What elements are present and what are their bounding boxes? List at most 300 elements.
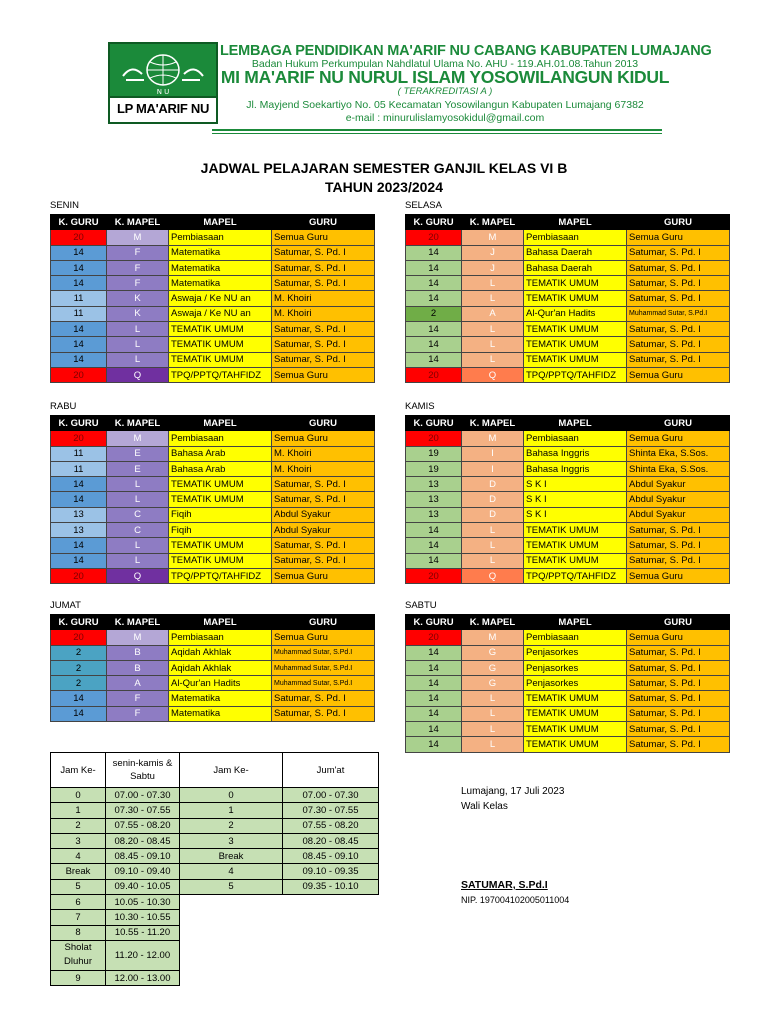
teacher-cell: Satumar, S. Pd. I <box>627 722 730 737</box>
subject-cell: Matematika <box>169 691 272 706</box>
teacher-code-cell: 20 <box>406 630 462 645</box>
day-label-selasa: SELASA <box>405 200 442 211</box>
teacher-code-cell: 14 <box>406 722 462 737</box>
time-row <box>51 849 379 864</box>
table-row <box>51 337 375 352</box>
svg-text:N U: N U <box>156 88 170 96</box>
subject-cell: TPQ/PPTQ/TAHFIDZ <box>169 367 272 382</box>
teacher-cell: Satumar, S. Pd. I <box>627 706 730 721</box>
subject-cell: Al-Qur'an Hadits <box>524 306 627 321</box>
lesson-time-table <box>50 752 379 986</box>
column-header: K. MAPEL <box>462 215 524 230</box>
subject-code-cell: L <box>462 523 524 538</box>
subject-cell: Bahasa Arab <box>169 461 272 476</box>
teacher-cell: Semua Guru <box>272 230 375 245</box>
time-jam-cell: 4 <box>51 849 106 864</box>
subject-cell: Penjasorkes <box>524 645 627 660</box>
column-header: K. GURU <box>51 416 107 431</box>
table-row <box>51 507 375 522</box>
time-header-senin-kamis: senin-kamis & Sabtu <box>106 753 180 788</box>
teacher-code-cell: 20 <box>51 630 107 645</box>
subject-cell: Pembiasaan <box>524 630 627 645</box>
time-range-cell: 08.45 - 09.10 <box>283 849 379 864</box>
time-range-cell <box>283 895 379 910</box>
time-range-cell: 07.55 - 08.20 <box>283 818 379 833</box>
column-header: MAPEL <box>169 416 272 431</box>
teacher-code-cell: 13 <box>406 477 462 492</box>
teacher-code-cell: 14 <box>406 523 462 538</box>
subject-cell: Matematika <box>169 260 272 275</box>
subject-cell: Bahasa Inggris <box>524 446 627 461</box>
teacher-cell: Satumar, S. Pd. I <box>627 676 730 691</box>
teacher-code-cell: 14 <box>406 260 462 275</box>
subject-code-cell: L <box>462 722 524 737</box>
teacher-code-cell: 14 <box>406 291 462 306</box>
teacher-code-cell: 14 <box>406 276 462 291</box>
subject-code-cell: L <box>107 322 169 337</box>
teacher-cell: Satumar, S. Pd. I <box>272 538 375 553</box>
time-range-cell <box>283 925 379 940</box>
table-row <box>51 306 375 321</box>
teacher-cell: Satumar, S. Pd. I <box>627 291 730 306</box>
table-row <box>406 553 730 568</box>
teacher-cell: Satumar, S. Pd. I <box>627 691 730 706</box>
time-range-cell: 07.00 - 07.30 <box>283 788 379 803</box>
teacher-cell: Satumar, S. Pd. I <box>272 352 375 367</box>
table-row <box>406 306 730 321</box>
time-jam-cell: Break <box>180 849 283 864</box>
teacher-code-cell: 11 <box>51 306 107 321</box>
subject-cell: TEMATIK UMUM <box>169 538 272 553</box>
table-row <box>406 507 730 522</box>
time-jam-cell: 1 <box>180 803 283 818</box>
subject-code-cell: M <box>107 630 169 645</box>
teacher-cell: Satumar, S. Pd. I <box>627 523 730 538</box>
teacher-code-cell: 13 <box>406 507 462 522</box>
table-row <box>406 568 730 583</box>
time-jam-cell: 3 <box>51 833 106 848</box>
table-row <box>406 245 730 260</box>
time-jam-cell: 5 <box>51 879 106 894</box>
subject-cell: TEMATIK UMUM <box>524 553 627 568</box>
subject-code-cell: M <box>462 230 524 245</box>
teacher-code-cell: 2 <box>51 660 107 675</box>
header-divider <box>212 129 662 131</box>
subject-code-cell: L <box>107 337 169 352</box>
time-range-cell <box>283 970 379 985</box>
time-jam-cell: 5 <box>180 879 283 894</box>
subject-cell: Al-Qur'an Hadits <box>169 676 272 691</box>
schedule-header-row <box>406 615 730 630</box>
table-row <box>51 230 375 245</box>
table-row <box>406 492 730 507</box>
table-row <box>51 260 375 275</box>
table-row <box>51 645 375 660</box>
time-row <box>51 788 379 803</box>
subject-cell: Penjasorkes <box>524 676 627 691</box>
subject-code-cell: C <box>107 507 169 522</box>
time-range-cell: 09.10 - 09.35 <box>283 864 379 879</box>
subject-code-cell: L <box>462 538 524 553</box>
subject-code-cell: I <box>462 446 524 461</box>
table-row <box>51 691 375 706</box>
teacher-code-cell: 19 <box>406 446 462 461</box>
table-row <box>406 367 730 382</box>
time-jam-cell: 0 <box>180 788 283 803</box>
teacher-cell: Satumar, S. Pd. I <box>272 553 375 568</box>
teacher-code-cell: 20 <box>406 568 462 583</box>
subject-code-cell: L <box>107 553 169 568</box>
subject-cell: Fiqih <box>169 523 272 538</box>
time-row <box>51 833 379 848</box>
subject-cell: TEMATIK UMUM <box>524 706 627 721</box>
subject-cell: Pembiasaan <box>169 230 272 245</box>
teacher-cell: Semua Guru <box>627 431 730 446</box>
table-row <box>406 523 730 538</box>
schedule-year: TAHUN 2023/2024 <box>324 179 444 195</box>
teacher-cell: Satumar, S. Pd. I <box>627 645 730 660</box>
teacher-cell: Abdul Syakur <box>627 477 730 492</box>
subject-cell: TEMATIK UMUM <box>524 691 627 706</box>
time-range-cell <box>283 910 379 925</box>
teacher-code-cell: 13 <box>51 523 107 538</box>
day-label-jumat: JUMAT <box>50 600 81 611</box>
column-header: GURU <box>272 615 375 630</box>
subject-code-cell: C <box>107 523 169 538</box>
subject-code-cell: J <box>462 245 524 260</box>
signature-place-date: Lumajang, 17 Juli 2023 <box>461 786 565 797</box>
teacher-code-cell: 20 <box>51 431 107 446</box>
teacher-code-cell: 13 <box>51 507 107 522</box>
teacher-cell: Muhammad Sutar, S.Pd.I <box>272 676 375 691</box>
teacher-code-cell: 11 <box>51 291 107 306</box>
time-row <box>51 879 379 894</box>
teacher-code-cell: 14 <box>51 706 107 721</box>
subject-code-cell: L <box>107 477 169 492</box>
column-header: GURU <box>272 215 375 230</box>
day-label-senin: SENIN <box>50 200 80 211</box>
table-row <box>406 538 730 553</box>
subject-code-cell: L <box>107 492 169 507</box>
subject-code-cell: A <box>462 306 524 321</box>
subject-code-cell: L <box>462 691 524 706</box>
subject-cell: Pembiasaan <box>169 431 272 446</box>
subject-cell: TEMATIK UMUM <box>524 291 627 306</box>
teacher-cell: Shinta Eka, S.Sos. <box>627 446 730 461</box>
accreditation: ( TERAKREDITASI A ) <box>397 86 493 97</box>
table-row <box>51 538 375 553</box>
column-header: MAPEL <box>169 615 272 630</box>
table-row <box>406 446 730 461</box>
table-row <box>51 276 375 291</box>
day-label-kamis: KAMIS <box>405 401 435 412</box>
table-row <box>51 291 375 306</box>
teacher-code-cell: 19 <box>406 461 462 476</box>
teacher-code-cell: 13 <box>406 492 462 507</box>
table-row <box>51 568 375 583</box>
signature-role: Wali Kelas <box>461 801 508 812</box>
teacher-cell: Satumar, S. Pd. I <box>272 276 375 291</box>
teacher-cell: Satumar, S. Pd. I <box>627 245 730 260</box>
subject-code-cell: J <box>462 260 524 275</box>
table-row <box>406 431 730 446</box>
schedule-header-row <box>406 215 730 230</box>
subject-cell: Pembiasaan <box>524 230 627 245</box>
teacher-code-cell: 14 <box>51 352 107 367</box>
teacher-cell: Abdul Syakur <box>272 523 375 538</box>
subject-cell: Bahasa Daerah <box>524 260 627 275</box>
teacher-code-cell: 14 <box>51 260 107 275</box>
column-header: K. MAPEL <box>462 416 524 431</box>
schedule-title: JADWAL PELAJARAN SEMESTER GANJIL KELAS VI B <box>200 160 568 176</box>
column-header: MAPEL <box>169 215 272 230</box>
table-row <box>406 291 730 306</box>
teacher-code-cell: 14 <box>51 337 107 352</box>
schedule-table-sabtu <box>405 614 730 753</box>
teacher-cell: Satumar, S. Pd. I <box>272 245 375 260</box>
table-row <box>406 276 730 291</box>
teacher-code-cell: 14 <box>406 352 462 367</box>
schedule-table-jumat <box>50 614 375 722</box>
teacher-cell: Muhammad Sutar, S.Pd.I <box>627 306 730 321</box>
legal-basis: Badan Hukum Perkumpulan Nahdlatul Ulama No. AHU - 119.AH.01.08.Tahun 2013 <box>251 58 639 70</box>
time-jam-cell <box>180 910 283 925</box>
subject-code-cell: K <box>107 306 169 321</box>
subject-cell: Pembiasaan <box>169 630 272 645</box>
time-row <box>51 818 379 833</box>
table-row <box>406 260 730 275</box>
subject-cell: Pembiasaan <box>524 431 627 446</box>
teacher-cell: Muhammad Sutar, S.Pd.I <box>272 660 375 675</box>
time-jam-cell: 2 <box>51 818 106 833</box>
teacher-code-cell: 14 <box>51 691 107 706</box>
subject-code-cell: Q <box>462 568 524 583</box>
time-range-cell: 07.55 - 08.20 <box>106 818 180 833</box>
time-jam-cell: 4 <box>180 864 283 879</box>
subject-code-cell: M <box>462 630 524 645</box>
teacher-cell: Abdul Syakur <box>272 507 375 522</box>
time-jam-cell: 9 <box>51 970 106 985</box>
teacher-cell: Satumar, S. Pd. I <box>627 538 730 553</box>
teacher-code-cell: 14 <box>406 691 462 706</box>
teacher-cell: Semua Guru <box>627 230 730 245</box>
subject-cell: TEMATIK UMUM <box>169 337 272 352</box>
teacher-code-cell: 14 <box>406 538 462 553</box>
subject-cell: TPQ/PPTQ/TAHFIDZ <box>524 568 627 583</box>
teacher-cell: Satumar, S. Pd. I <box>272 691 375 706</box>
teacher-code-cell: 14 <box>51 276 107 291</box>
subject-code-cell: M <box>462 431 524 446</box>
time-jam-cell <box>180 970 283 985</box>
teacher-code-cell: 14 <box>406 676 462 691</box>
column-header: K. MAPEL <box>107 615 169 630</box>
subject-code-cell: E <box>107 446 169 461</box>
time-row <box>51 940 379 970</box>
teacher-code-cell: 14 <box>406 737 462 752</box>
time-jam-cell: 7 <box>51 910 106 925</box>
subject-code-cell: Q <box>107 568 169 583</box>
subject-code-cell: L <box>462 276 524 291</box>
time-row <box>51 910 379 925</box>
teacher-code-cell: 20 <box>406 367 462 382</box>
teacher-code-cell: 14 <box>51 477 107 492</box>
subject-code-cell: L <box>462 352 524 367</box>
time-range-cell: 07.30 - 07.55 <box>283 803 379 818</box>
subject-cell: Bahasa Daerah <box>524 245 627 260</box>
subject-cell: TEMATIK UMUM <box>524 352 627 367</box>
table-row <box>51 706 375 721</box>
column-header: K. MAPEL <box>107 215 169 230</box>
column-header: GURU <box>627 416 730 431</box>
logo-text: LP MA'ARIF NU <box>110 96 216 122</box>
subject-code-cell: L <box>462 337 524 352</box>
subject-code-cell: D <box>462 492 524 507</box>
lp-maarif-nu-logo <box>108 42 218 124</box>
teacher-cell: Shinta Eka, S.Sos. <box>627 461 730 476</box>
table-row <box>406 722 730 737</box>
table-row <box>51 461 375 476</box>
subject-cell: TPQ/PPTQ/TAHFIDZ <box>524 367 627 382</box>
subject-code-cell: E <box>107 461 169 476</box>
table-row <box>406 322 730 337</box>
subject-cell: TEMATIK UMUM <box>524 322 627 337</box>
subject-code-cell: G <box>462 645 524 660</box>
teacher-cell: Abdul Syakur <box>627 507 730 522</box>
table-row <box>51 431 375 446</box>
nu-emblem-icon <box>118 50 208 96</box>
subject-cell: TEMATIK UMUM <box>169 477 272 492</box>
table-row <box>406 737 730 752</box>
teacher-cell: Semua Guru <box>272 367 375 382</box>
subject-code-cell: M <box>107 431 169 446</box>
table-row <box>406 352 730 367</box>
teacher-code-cell: 14 <box>406 322 462 337</box>
column-header: MAPEL <box>524 416 627 431</box>
subject-cell: S K I <box>524 492 627 507</box>
time-header-jumat: Jum'at <box>283 753 379 788</box>
subject-cell: TEMATIK UMUM <box>169 322 272 337</box>
time-row <box>51 895 379 910</box>
subject-code-cell: Q <box>462 367 524 382</box>
subject-code-cell: L <box>462 737 524 752</box>
subject-cell: S K I <box>524 477 627 492</box>
table-row <box>406 676 730 691</box>
time-jam-cell: Sholat Dluhur <box>51 940 106 970</box>
subject-code-cell: G <box>462 660 524 675</box>
teacher-cell: Semua Guru <box>627 630 730 645</box>
time-range-cell: 08.45 - 09.10 <box>106 849 180 864</box>
signature-name: SATUMAR, S.Pd.I <box>461 879 548 891</box>
teacher-code-cell: 14 <box>51 322 107 337</box>
subject-code-cell: L <box>462 291 524 306</box>
subject-cell: TEMATIK UMUM <box>524 538 627 553</box>
teacher-code-cell: 2 <box>406 306 462 321</box>
time-range-cell: 08.20 - 08.45 <box>283 833 379 848</box>
time-range-cell: 09.40 - 10.05 <box>106 879 180 894</box>
subject-code-cell: I <box>462 461 524 476</box>
time-jam-cell: 8 <box>51 925 106 940</box>
schedule-table-senin <box>50 214 375 383</box>
subject-code-cell: B <box>107 660 169 675</box>
schedule-table-kamis <box>405 415 730 584</box>
org-name: LEMBAGA PENDIDIKAN MA'ARIF NU CABANG KABUPATEN LUMAJANG <box>220 43 712 59</box>
teacher-cell: Satumar, S. Pd. I <box>627 276 730 291</box>
table-row <box>51 523 375 538</box>
day-label-rabu: RABU <box>50 401 77 412</box>
teacher-code-cell: 14 <box>406 245 462 260</box>
column-header: GURU <box>627 615 730 630</box>
schedule-table-selasa <box>405 214 730 383</box>
time-range-cell: 09.10 - 09.40 <box>106 864 180 879</box>
subject-code-cell: F <box>107 245 169 260</box>
teacher-cell: Satumar, S. Pd. I <box>627 660 730 675</box>
time-range-cell: 09.35 - 10.10 <box>283 879 379 894</box>
time-jam-cell <box>180 940 283 970</box>
time-range-cell: 07.00 - 07.30 <box>106 788 180 803</box>
teacher-code-cell: 14 <box>51 553 107 568</box>
subject-cell: TEMATIK UMUM <box>524 722 627 737</box>
teacher-cell: Satumar, S. Pd. I <box>272 337 375 352</box>
subject-code-cell: L <box>462 322 524 337</box>
time-range-cell <box>283 940 379 970</box>
subject-cell: Aswaja / Ke NU an <box>169 291 272 306</box>
time-range-cell: 10.05 - 10.30 <box>106 895 180 910</box>
subject-cell: TPQ/PPTQ/TAHFIDZ <box>169 568 272 583</box>
teacher-cell: Semua Guru <box>272 630 375 645</box>
teacher-cell: Abdul Syakur <box>627 492 730 507</box>
column-header: K. MAPEL <box>107 416 169 431</box>
subject-cell: TEMATIK UMUM <box>169 553 272 568</box>
teacher-cell: Satumar, S. Pd. I <box>627 322 730 337</box>
school-name: MI MA'ARIF NU NURUL ISLAM YOSOWILANGUN KIDUL <box>220 67 670 87</box>
subject-cell: TEMATIK UMUM <box>169 352 272 367</box>
column-header: K. GURU <box>51 215 107 230</box>
subject-code-cell: L <box>462 553 524 568</box>
subject-cell: TEMATIK UMUM <box>169 492 272 507</box>
time-range-cell: 10.55 - 11.20 <box>106 925 180 940</box>
teacher-cell: Satumar, S. Pd. I <box>272 260 375 275</box>
time-row <box>51 803 379 818</box>
time-row <box>51 864 379 879</box>
subject-code-cell: L <box>107 352 169 367</box>
teacher-cell: Semua Guru <box>627 367 730 382</box>
table-row <box>406 706 730 721</box>
time-range-cell: 11.20 - 12.00 <box>106 940 180 970</box>
signature-nip: NIP. 197004102005011004 <box>461 895 570 905</box>
subject-code-cell: D <box>462 507 524 522</box>
table-row <box>406 645 730 660</box>
table-row <box>51 352 375 367</box>
time-range-cell: 07.30 - 07.55 <box>106 803 180 818</box>
table-row <box>51 322 375 337</box>
column-header: GURU <box>627 215 730 230</box>
subject-code-cell: L <box>107 538 169 553</box>
column-header: K. GURU <box>51 615 107 630</box>
subject-code-cell: Q <box>107 367 169 382</box>
schedule-header-row <box>51 215 375 230</box>
column-header: GURU <box>272 416 375 431</box>
subject-cell: Aqidah Akhlak <box>169 660 272 675</box>
teacher-code-cell: 14 <box>51 245 107 260</box>
teacher-cell: M. Khoiri <box>272 306 375 321</box>
teacher-cell: M. Khoiri <box>272 291 375 306</box>
table-row <box>51 446 375 461</box>
subject-cell: Aqidah Akhlak <box>169 645 272 660</box>
time-jam-cell: 1 <box>51 803 106 818</box>
time-jam-cell: 0 <box>51 788 106 803</box>
time-row <box>51 970 379 985</box>
table-row <box>51 660 375 675</box>
